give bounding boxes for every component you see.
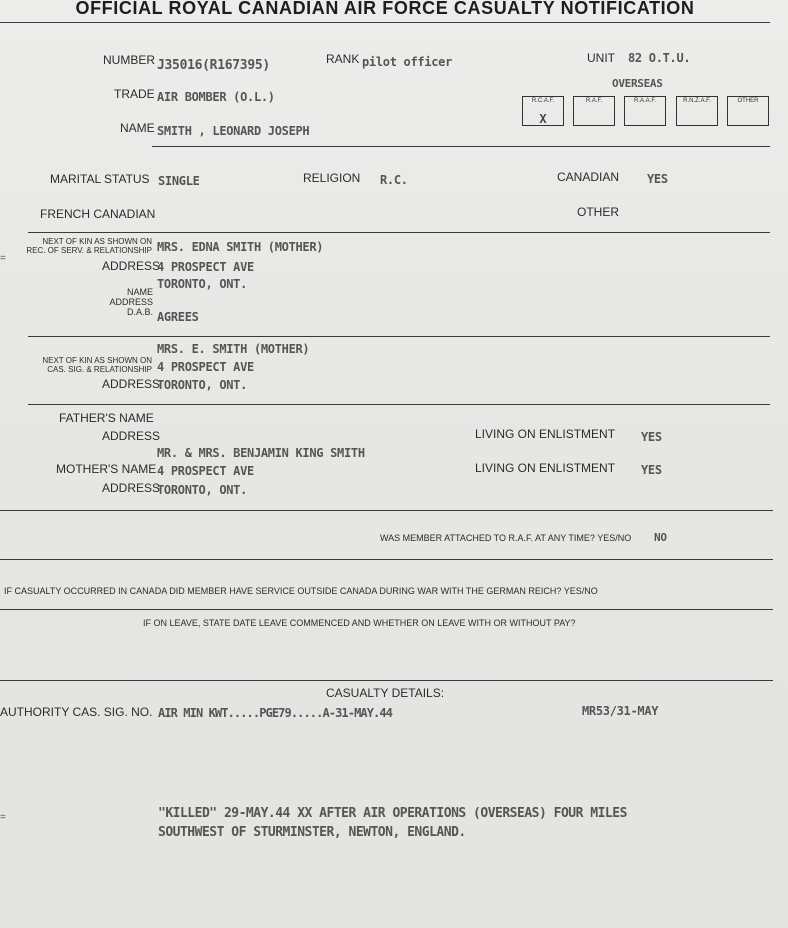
unit-label: UNIT	[587, 51, 615, 65]
margin-mark-top: =	[0, 253, 6, 264]
nok-rec-label	[24, 237, 152, 255]
service-box-rcaf	[522, 96, 564, 126]
dab-label-line2: ADDRESS	[109, 297, 153, 307]
father-address-label: ADDRESS	[102, 429, 161, 443]
casualty-details-label: CASUALTY DETAILS:	[326, 686, 445, 700]
authority-ref-value: MR53/31-MAY	[582, 704, 659, 718]
service-box-other-label: OTHER	[737, 98, 759, 104]
title-divider	[0, 22, 770, 23]
nok-rec-address-label: ADDRESS	[102, 259, 161, 273]
marital-status-value: SINGLE	[158, 174, 200, 188]
nok-cas-value: MRS. E. SMITH (MOTHER)	[157, 342, 310, 356]
nok-cas-label	[24, 356, 152, 374]
name-label: NAME	[120, 121, 155, 135]
trade-label: TRADE	[114, 87, 155, 101]
details-line1: "KILLED" 29-MAY.44 XX AFTER AIR OPERATIONS (OVERSEAS) FOUR MILES	[158, 806, 627, 821]
rank-value: pilot officer	[362, 55, 453, 69]
outside-canada-question: IF CASUALTY OCCURRED IN CANADA DID MEMBER HAVE SERVICE OUTSIDE CANADA DURING WAR WITH THE GERMAN REICH? YES/NO	[4, 586, 598, 596]
service-box-raf-label: R.A.F.	[585, 98, 603, 104]
raf-answer: NO	[654, 531, 667, 544]
leave-question: IF ON LEAVE, STATE DATE LEAVE COMMENCED AND WHETHER ON LEAVE WITH OR WITHOUT PAY?	[143, 618, 576, 628]
divider-3	[28, 336, 770, 337]
nok-rec-label-line1: NEXT OF KIN AS SHOWN ON	[42, 237, 152, 246]
raf-question: WAS MEMBER ATTACHED TO R.A.F. AT ANY TIME? YES/NO	[380, 533, 632, 543]
mother-living-label: LIVING ON ENLISTMENT	[475, 461, 616, 475]
nok-rec-address-line1: 4 PROSPECT AVE	[157, 260, 254, 274]
authority-label: AUTHORITY CAS. SIG. NO.	[0, 705, 153, 719]
parents-address-line1: 4 PROSPECT AVE	[157, 464, 254, 478]
form-title: OFFICIAL ROYAL CANADIAN AIR FORCE CASUALTY NOTIFICATION	[75, 0, 695, 18]
marital-status-label: MARITAL STATUS	[50, 172, 150, 186]
nok-cas-label-line1: NEXT OF KIN AS SHOWN ON	[42, 356, 152, 365]
name-value: SMITH , LEONARD JOSEPH	[157, 124, 310, 138]
divider-7	[0, 609, 773, 610]
service-box-rcaf-label: R.C.A.F.	[531, 98, 555, 104]
religion-value: R.C.	[380, 173, 408, 187]
dab-value: AGREES	[157, 310, 199, 324]
authority-value: AIR MIN KWT.....PGE79.....A-31-MAY.44	[158, 706, 393, 720]
divider-2	[28, 232, 770, 233]
service-box-other	[727, 96, 769, 126]
fathers-name-label: FATHER'S NAME	[59, 411, 154, 425]
dab-label-line3: D.A.B.	[126, 307, 153, 317]
nok-rec-value: MRS. EDNA SMITH (MOTHER)	[157, 240, 324, 254]
french-canadian-label: FRENCH CANADIAN	[40, 207, 156, 221]
service-box-rcaf-mark: X	[539, 112, 547, 126]
number-value: J35016(R167395)	[157, 58, 270, 73]
service-box-raaf-label: R.A.A.F.	[633, 98, 656, 104]
mother-living-value: YES	[641, 463, 662, 477]
dab-label-line1: NAME	[126, 287, 153, 297]
divider-5	[0, 510, 773, 511]
nok-cas-address-line1: 4 PROSPECT AVE	[157, 360, 254, 374]
father-living-value: YES	[641, 430, 662, 444]
divider-6	[0, 559, 773, 560]
canadian-value: YES	[647, 172, 668, 186]
nok-rec-address-line2: TORONTO, ONT.	[157, 277, 248, 291]
name-address-dab-label	[60, 287, 153, 317]
religion-label: RELIGION	[303, 171, 361, 185]
nok-cas-address-line2: TORONTO, ONT.	[157, 378, 248, 392]
unit-value: 82 O.T.U.	[628, 51, 691, 65]
details-line2: SOUTHWEST OF STURMINSTER, NEWTON, ENGLAND.	[158, 825, 466, 840]
service-box-raf	[573, 96, 615, 126]
divider-8	[0, 680, 773, 681]
service-box-raaf	[624, 96, 666, 126]
nok-rec-label-line2: REC. OF SERV. & RELATIONSHIP	[26, 246, 152, 255]
trade-value: AIR BOMBER (O.L.)	[157, 90, 275, 104]
rank-label: RANK	[326, 52, 360, 66]
nok-cas-address-label: ADDRESS	[102, 377, 161, 391]
parents-value: MR. & MRS. BENJAMIN KING SMITH	[157, 446, 365, 460]
parents-address-line2: TORONTO, ONT.	[157, 483, 248, 497]
other-label: OTHER	[577, 205, 619, 219]
mothers-name-label: MOTHER'S NAME	[56, 462, 157, 476]
overseas-value: OVERSEAS	[612, 77, 663, 90]
canadian-label: CANADIAN	[557, 170, 620, 184]
service-box-rnzaf-label: R.N.Z.A.F.	[683, 98, 711, 104]
father-living-label: LIVING ON ENLISTMENT	[475, 427, 616, 441]
nok-cas-label-line2: CAS. SIG. & RELATIONSHIP	[47, 365, 152, 374]
service-box-rnzaf	[676, 96, 718, 126]
mother-address-label: ADDRESS	[102, 481, 161, 495]
divider-4	[28, 404, 770, 405]
number-label: NUMBER	[103, 53, 156, 67]
margin-mark-bottom: =	[0, 812, 6, 823]
divider-1	[152, 146, 770, 147]
